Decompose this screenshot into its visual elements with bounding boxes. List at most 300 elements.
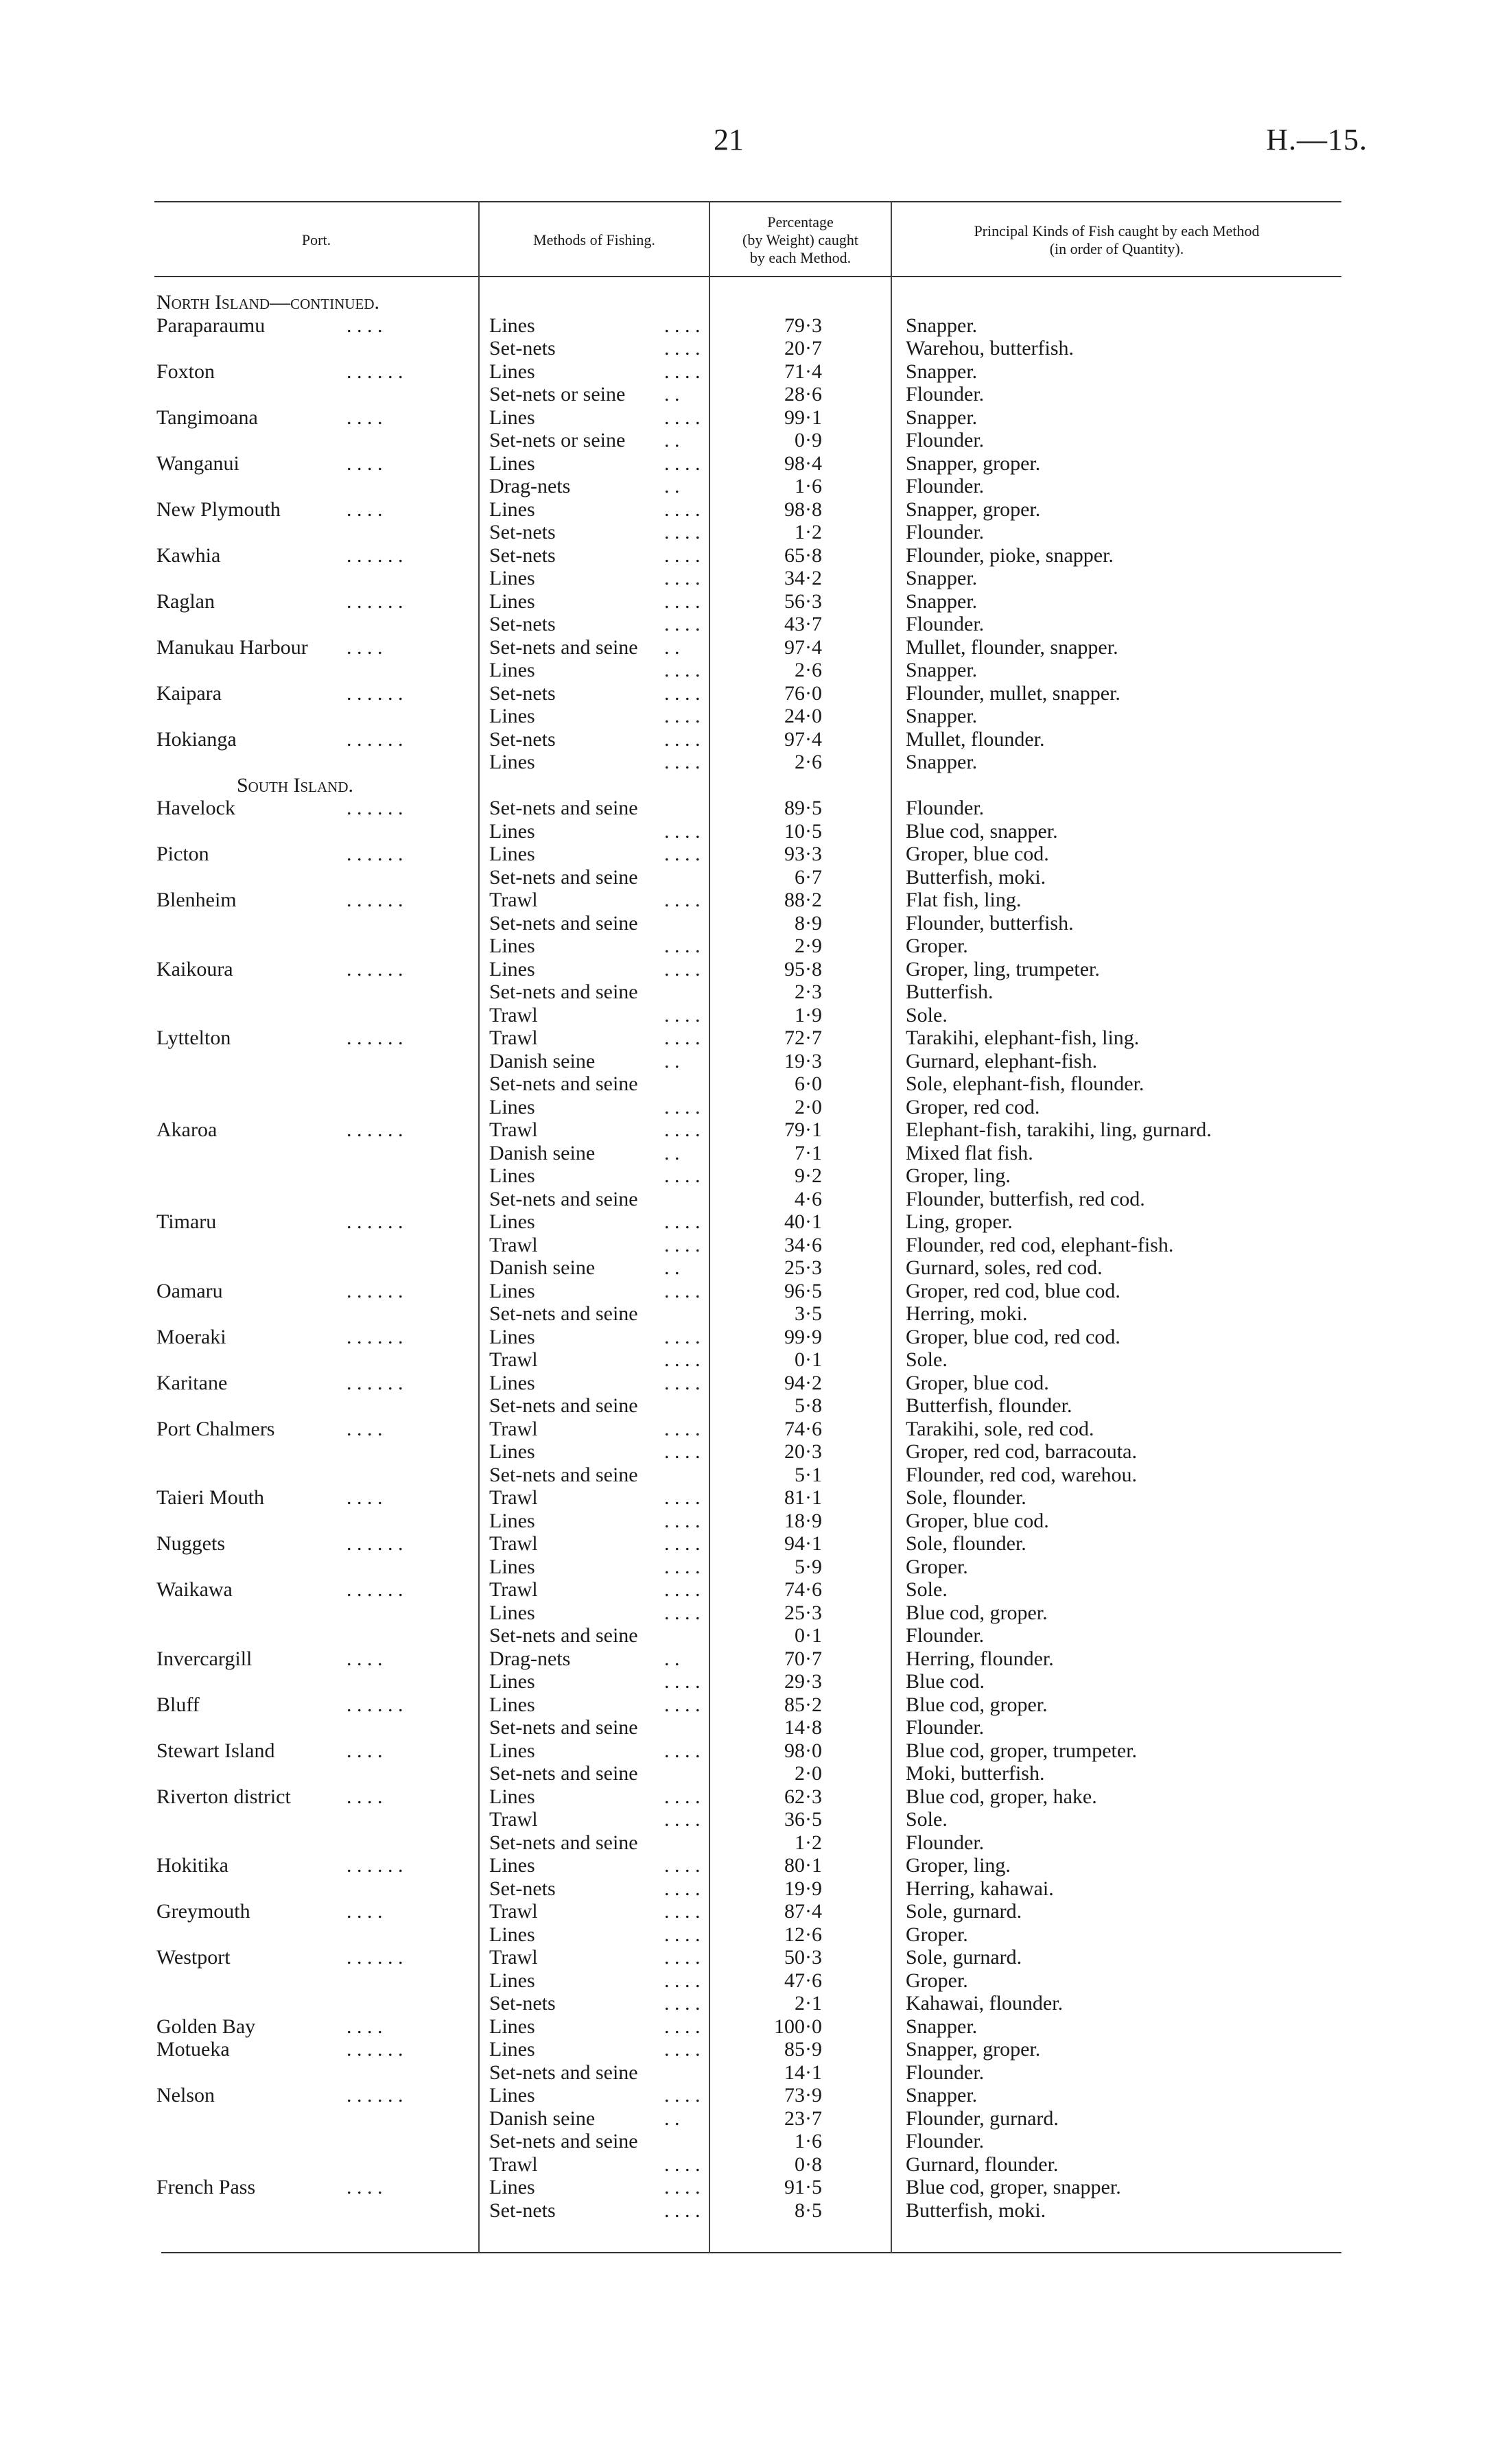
table-row: [0, 1946, 1491, 1969]
table-row: [0, 1556, 1491, 1579]
port-name: Port Chalmers: [156, 1417, 275, 1440]
fishing-method: Set-nets and seine: [489, 1716, 638, 1739]
table-row: [0, 820, 1491, 843]
fishing-method: Danish seine: [489, 1141, 596, 1164]
percentage-value: 71·4: [784, 360, 822, 383]
percentage-value: 2·6: [795, 659, 822, 681]
fishing-method: Set-nets and seine: [489, 2061, 638, 2084]
percentage-value: 20·7: [784, 337, 822, 360]
leader-dots: . . . .: [664, 406, 701, 429]
percentage-value: 25·3: [784, 1601, 822, 1624]
percentage-value: 8·5: [795, 2198, 822, 2222]
percentage-value: 99·9: [784, 1325, 822, 1348]
percentage-value: 2·6: [795, 751, 822, 773]
port-name: Karitane: [156, 1371, 228, 1394]
leader-dots: . . . .: [664, 314, 701, 337]
leader-dots: . . . .: [664, 1440, 701, 1463]
leader-dots: . . . .: [664, 521, 701, 543]
table-row: [0, 567, 1491, 590]
percentage-value: 97·4: [784, 635, 822, 659]
table-row: [0, 1348, 1491, 1372]
percentage-value: 14·1: [784, 2061, 822, 2084]
fishing-method: Lines: [489, 1164, 535, 1187]
fishing-method: Set-nets: [489, 681, 556, 705]
fishing-method: Set-nets and seine: [489, 1072, 638, 1095]
percentage-value: 56·3: [784, 589, 822, 613]
table-row: [0, 590, 1491, 613]
fishing-method: Set-nets and seine: [489, 635, 638, 659]
leader-dots: . . . .: [664, 1095, 701, 1118]
leader-dots: . . . . . .: [347, 2084, 403, 2107]
fish-kinds: Groper, red cod, barracouta.: [906, 1440, 1137, 1463]
fishing-method: Lines: [489, 843, 535, 865]
leader-dots: . . . .: [664, 1670, 701, 1693]
fish-kinds: Flounder, mullet, snapper.: [906, 681, 1120, 705]
fish-kinds: Tarakihi, sole, red cod.: [906, 1417, 1094, 1440]
section-heading: South Island.: [237, 773, 354, 797]
percentage-value: 24·0: [784, 705, 822, 727]
fishing-method: Set-nets and seine: [489, 865, 638, 889]
table-row: [0, 1647, 1491, 1671]
fishing-method: Lines: [489, 1739, 535, 1762]
fish-kinds: Groper, blue cod, red cod.: [906, 1325, 1120, 1348]
fishing-method: Set-nets and seine: [489, 1624, 638, 1647]
percentage-value: 2·0: [795, 1762, 822, 1785]
table-row: [0, 866, 1491, 889]
table-row: [0, 1142, 1491, 1165]
fishing-method: Lines: [489, 1854, 535, 1877]
table-row: [0, 1739, 1491, 1763]
header-percentage-line: (by Weight) caught: [742, 231, 858, 248]
fishing-method: Lines: [489, 819, 535, 843]
leader-dots: . . . .: [347, 497, 383, 521]
fish-kinds: Flounder.: [906, 521, 985, 543]
fish-kinds: Snapper, groper.: [906, 451, 1041, 475]
table-row: [0, 1210, 1491, 1234]
fish-kinds: Snapper.: [906, 567, 978, 589]
percentage-value: 72·7: [784, 1026, 822, 1049]
fishing-method: Lines: [489, 497, 535, 521]
table-row: [0, 1394, 1491, 1418]
header-port-label: Port.: [301, 231, 331, 248]
leader-dots: . . . .: [664, 567, 701, 589]
fish-kinds: Flounder.: [906, 383, 985, 406]
leader-dots: . . . .: [664, 589, 701, 613]
leader-dots: . . . .: [347, 2176, 383, 2198]
table-row: [0, 682, 1491, 705]
fish-kinds: Sole, flounder.: [906, 1532, 1026, 1555]
percentage-value: 29·3: [784, 1670, 822, 1693]
percentage-value: 65·8: [784, 543, 822, 567]
port-name: Bluff: [156, 1693, 200, 1716]
table-row: [0, 935, 1491, 958]
table-row: [0, 1510, 1491, 1533]
leader-dots: . . . .: [347, 451, 383, 475]
fishing-method: Set-nets or seine: [489, 383, 626, 406]
table-row: [0, 2176, 1491, 2199]
fishing-method: Lines: [489, 451, 535, 475]
fish-kinds: Snapper.: [906, 2015, 978, 2038]
percentage-value: 6·7: [795, 865, 822, 889]
table-row: [0, 2107, 1491, 2131]
leader-dots: . .: [664, 1256, 680, 1279]
fishing-method: Set-nets: [489, 613, 556, 635]
percentage-value: 19·9: [784, 1877, 822, 1900]
fishing-method: Trawl: [489, 1578, 538, 1601]
leader-dots: . . . .: [664, 2176, 701, 2198]
fishing-method: Set-nets and seine: [489, 1463, 638, 1486]
fishing-method: Set-nets: [489, 727, 556, 751]
port-name: Kaipara: [156, 681, 222, 705]
leader-dots: . . . .: [664, 1946, 701, 1969]
fishing-method: Trawl: [489, 889, 538, 911]
leader-dots: . . . .: [664, 360, 701, 383]
port-name: Motueka: [156, 2038, 230, 2061]
table-row: [0, 1854, 1491, 1877]
percentage-value: 1·9: [795, 1003, 822, 1026]
fishing-method: Lines: [489, 589, 535, 613]
leader-dots: . . . .: [664, 1532, 701, 1555]
leader-dots: . . . .: [664, 1486, 701, 1509]
fishing-method: Lines: [489, 1325, 535, 1348]
table-row: [0, 1992, 1491, 2015]
fish-kinds: Gurnard, flounder.: [906, 2152, 1059, 2176]
fishing-method: Lines: [489, 1440, 535, 1463]
percentage-value: 2·1: [795, 1992, 822, 2015]
fish-kinds: Herring, flounder.: [906, 1647, 1054, 1670]
header-percentage: [710, 206, 891, 274]
fish-kinds: Groper, ling.: [906, 1164, 1011, 1187]
table-row: [0, 751, 1491, 774]
table-row: [0, 314, 1491, 338]
header-methods: [480, 206, 709, 274]
port-name: Wanganui: [156, 451, 239, 475]
percentage-value: 85·2: [784, 1693, 822, 1716]
header-percentage-line: by each Method.: [749, 249, 852, 266]
fish-kinds: Snapper, groper.: [906, 497, 1041, 521]
percentage-value: 79·3: [784, 314, 822, 337]
fish-kinds: Butterfish, flounder.: [906, 1394, 1072, 1417]
header-kinds-line: Principal Kinds of Fish caught by each Method: [974, 222, 1260, 239]
leader-dots: . . . . . .: [347, 1118, 403, 1141]
port-name: Blenheim: [156, 889, 237, 911]
fishing-method: Trawl: [489, 1417, 538, 1440]
table-row: [0, 1969, 1491, 1993]
fish-kinds: Ling, groper.: [906, 1210, 1013, 1233]
fishing-method: Set-nets and seine: [489, 1302, 638, 1325]
leader-dots: . . . .: [347, 1486, 383, 1509]
fishing-method: Lines: [489, 935, 535, 957]
fishing-method: Trawl: [489, 1808, 538, 1831]
percentage-value: 3·5: [795, 1302, 822, 1325]
leader-dots: . . . .: [664, 681, 701, 705]
port-name: Lyttelton: [156, 1026, 231, 1049]
leader-dots: . . . .: [347, 406, 383, 429]
fish-kinds: Groper.: [906, 935, 968, 957]
leader-dots: . . . .: [664, 751, 701, 773]
percentage-value: 9·2: [795, 1164, 822, 1187]
fish-kinds: Herring, kahawai.: [906, 1877, 1054, 1900]
fishing-method: Trawl: [489, 1900, 538, 1923]
percentage-value: 97·4: [784, 727, 822, 751]
fishing-method: Set-nets: [489, 2198, 556, 2222]
fish-kinds: Butterfish, moki.: [906, 865, 1046, 889]
percentage-value: 95·8: [784, 957, 822, 981]
table-row: [0, 636, 1491, 659]
table-row: [0, 2015, 1491, 2039]
table-row: [0, 544, 1491, 567]
fishing-method: Lines: [489, 314, 535, 337]
port-name: Foxton: [156, 360, 215, 383]
leader-dots: . .: [664, 1141, 680, 1164]
leader-dots: . . . .: [664, 1417, 701, 1440]
leader-dots: . .: [664, 475, 680, 497]
percentage-value: 80·1: [784, 1854, 822, 1877]
table-row: [0, 521, 1491, 544]
leader-dots: . . . .: [664, 727, 701, 751]
fish-kinds: Flounder, pioke, snapper.: [906, 543, 1114, 567]
table-row: [0, 1532, 1491, 1556]
leader-dots: . . . . . .: [347, 1946, 403, 1969]
table-row: [0, 659, 1491, 682]
port-name: Oamaru: [156, 1279, 223, 1302]
leader-dots: . . . . . .: [347, 957, 403, 981]
fish-kinds: Kahawai, flounder.: [906, 1992, 1064, 2015]
table-row: [0, 1831, 1491, 1855]
table-row: [0, 383, 1491, 406]
fishing-method: Lines: [489, 2084, 535, 2107]
table-row: [0, 1578, 1491, 1601]
leader-dots: . . . .: [664, 1969, 701, 1992]
percentage-value: 0·8: [795, 2152, 822, 2176]
leader-dots: . . . .: [664, 1371, 701, 1394]
table-row: [0, 1096, 1491, 1119]
leader-dots: . . . .: [664, 1739, 701, 1762]
fish-kinds: Groper.: [906, 1969, 968, 1992]
percentage-value: 76·0: [784, 681, 822, 705]
table-header-rule: [154, 276, 1341, 277]
fish-kinds: Groper.: [906, 1923, 968, 1946]
percentage-value: 0·9: [795, 429, 822, 451]
percentage-value: 25·3: [784, 1256, 822, 1279]
table-row: [0, 429, 1491, 452]
leader-dots: . . . . . .: [347, 727, 403, 751]
fishing-method: Lines: [489, 2015, 535, 2038]
leader-dots: . . . . . .: [347, 360, 403, 383]
fish-kinds: Flounder, gurnard.: [906, 2107, 1059, 2130]
fishing-method: Lines: [489, 1785, 535, 1808]
leader-dots: . . . . . .: [347, 1210, 403, 1233]
fishing-method: Lines: [489, 406, 535, 429]
leader-dots: . . . .: [347, 1785, 383, 1808]
fishing-method: Set-nets and seine: [489, 981, 638, 1003]
leader-dots: . . . . . .: [347, 1026, 403, 1049]
port-name: Moeraki: [156, 1325, 226, 1348]
header-methods-label: Methods of Fishing.: [533, 231, 655, 248]
leader-dots: . . . . . .: [347, 1279, 403, 1302]
leader-dots: . . . .: [664, 2084, 701, 2107]
leader-dots: . . . .: [664, 957, 701, 981]
fishing-method: Set-nets: [489, 1877, 556, 1900]
fish-kinds: Groper, red cod, blue cod.: [906, 1279, 1120, 1302]
fishing-method: Drag-nets: [489, 1647, 571, 1670]
table-row: [0, 1601, 1491, 1625]
percentage-value: 94·1: [784, 1532, 822, 1555]
fishing-method: Set-nets and seine: [489, 797, 638, 819]
percentage-value: 20·3: [784, 1440, 822, 1463]
header-port: [154, 206, 478, 274]
fish-kinds: Groper, ling.: [906, 1854, 1011, 1877]
fish-kinds: Gurnard, elephant-fish.: [906, 1049, 1098, 1072]
leader-dots: . . . . . .: [347, 1325, 403, 1348]
page-number: 21: [714, 123, 744, 156]
fish-kinds: Snapper.: [906, 314, 978, 337]
fish-kinds: Groper, blue cod.: [906, 843, 1049, 865]
percentage-value: 14·8: [784, 1716, 822, 1739]
fish-kinds: Groper.: [906, 1555, 968, 1578]
leader-dots: . . . .: [664, 1026, 701, 1049]
percentage-value: 96·5: [784, 1279, 822, 1302]
leader-dots: . . . .: [664, 1325, 701, 1348]
table-row: [0, 889, 1491, 912]
table-row: [0, 2130, 1491, 2153]
port-name: Akaroa: [156, 1118, 218, 1141]
percentage-value: 12·6: [784, 1923, 822, 1946]
port-name: New Plymouth: [156, 497, 281, 521]
table-row: [0, 2199, 1491, 2222]
table-row: [0, 2084, 1491, 2107]
percentage-value: 28·6: [784, 383, 822, 406]
fishing-method: Lines: [489, 1969, 535, 1992]
table-row: [0, 797, 1491, 820]
port-name: Paraparaumu: [156, 314, 266, 337]
percentage-value: 5·8: [795, 1394, 822, 1417]
port-name: Hokitika: [156, 1854, 228, 1877]
leader-dots: . . . .: [347, 314, 383, 337]
fish-kinds: Blue cod.: [906, 1670, 985, 1693]
leader-dots: . . . .: [347, 635, 383, 659]
percentage-value: 6·0: [795, 1072, 822, 1095]
fishing-method: Lines: [489, 1601, 535, 1624]
percentage-value: 5·9: [795, 1555, 822, 1578]
port-name: Riverton district: [156, 1785, 291, 1808]
percentage-value: 70·7: [784, 1647, 822, 1670]
fish-kinds: Flounder, butterfish.: [906, 911, 1074, 935]
fishing-method: Trawl: [489, 1233, 538, 1256]
leader-dots: . . . . . .: [347, 1532, 403, 1555]
percentage-value: 1·6: [795, 475, 822, 497]
fishing-method: Set-nets: [489, 543, 556, 567]
fish-kinds: Sole, flounder.: [906, 1486, 1026, 1509]
percentage-value: 8·9: [795, 911, 822, 935]
fish-kinds: Flounder.: [906, 797, 985, 819]
table-row: [0, 1026, 1491, 1050]
fishing-method: Lines: [489, 2176, 535, 2198]
table-row: [0, 1464, 1491, 1487]
leader-dots: . . . . . .: [347, 2038, 403, 2061]
fish-kinds: Snapper.: [906, 589, 978, 613]
percentage-value: 4·6: [795, 1187, 822, 1210]
fish-kinds: Sole.: [906, 1808, 948, 1831]
leader-dots: . . . .: [347, 1417, 383, 1440]
leader-dots: . . . .: [664, 2152, 701, 2176]
percentage-value: 62·3: [784, 1785, 822, 1808]
percentage-value: 43·7: [784, 613, 822, 635]
table-row: [0, 613, 1491, 636]
table-row: [0, 1785, 1491, 1809]
table-body: [0, 291, 1491, 2222]
leader-dots: . . . .: [664, 819, 701, 843]
leader-dots: . . . . . .: [347, 889, 403, 911]
leader-dots: . . . .: [347, 1739, 383, 1762]
percentage-value: 5·1: [795, 1463, 822, 1486]
leader-dots: . . . .: [664, 705, 701, 727]
header-kinds: [892, 206, 1341, 274]
fish-kinds: Mullet, flounder.: [906, 727, 1045, 751]
leader-dots: . . . .: [664, 1578, 701, 1601]
leader-dots: . . . .: [664, 659, 701, 681]
table-row: [0, 360, 1491, 384]
percentage-value: 88·2: [784, 889, 822, 911]
fishing-method: Set-nets and seine: [489, 911, 638, 935]
fishing-method: Set-nets and seine: [489, 1831, 638, 1854]
port-name: Greymouth: [156, 1900, 250, 1923]
leader-dots: . . . .: [664, 451, 701, 475]
leader-dots: . . . .: [664, 497, 701, 521]
port-name: Nelson: [156, 2084, 215, 2107]
percentage-value: 98·4: [784, 451, 822, 475]
fishing-method: Set-nets or seine: [489, 429, 626, 451]
table-row: [0, 475, 1491, 498]
port-name: Raglan: [156, 589, 215, 613]
fish-kinds: Blue cod, groper.: [906, 1693, 1048, 1716]
port-name: Tangimoana: [156, 406, 258, 429]
table-row: [0, 981, 1491, 1004]
fishing-method: Lines: [489, 705, 535, 727]
leader-dots: . . . .: [664, 1923, 701, 1946]
leader-dots: . . . .: [347, 1900, 383, 1923]
table-row: [0, 1670, 1491, 1693]
fish-kinds: Flounder.: [906, 429, 985, 451]
fishing-method: Lines: [489, 957, 535, 981]
leader-dots: . . . . . .: [347, 589, 403, 613]
percentage-value: 23·7: [784, 2107, 822, 2130]
fishing-method: Trawl: [489, 1026, 538, 1049]
fishing-method: Trawl: [489, 2152, 538, 2176]
fishing-method: Lines: [489, 1670, 535, 1693]
leader-dots: . . . . . .: [347, 1371, 403, 1394]
fish-kinds: Snapper, groper.: [906, 2038, 1041, 2061]
port-name: Picton: [156, 843, 209, 865]
leader-dots: . .: [664, 383, 680, 406]
percentage-value: 99·1: [784, 406, 822, 429]
percentage-value: 34·6: [784, 1233, 822, 1256]
fish-kinds: Flounder.: [906, 1716, 985, 1739]
header-kinds-line: (in order of Quantity).: [1049, 240, 1184, 257]
leader-dots: . . . .: [664, 843, 701, 865]
fish-kinds: Blue cod, snapper.: [906, 819, 1058, 843]
fishing-method: Lines: [489, 360, 535, 383]
fish-kinds: Flounder.: [906, 2061, 985, 2084]
port-name: Taieri Mouth: [156, 1486, 265, 1509]
leader-dots: . . . .: [664, 1348, 701, 1371]
percentage-value: 36·5: [784, 1808, 822, 1831]
fishing-method: Trawl: [489, 1118, 538, 1141]
fish-kinds: Flounder.: [906, 613, 985, 635]
leader-dots: . . . .: [664, 337, 701, 360]
fish-kinds: Moki, butterfish.: [906, 1762, 1045, 1785]
fish-kinds: Butterfish, moki.: [906, 2198, 1046, 2222]
